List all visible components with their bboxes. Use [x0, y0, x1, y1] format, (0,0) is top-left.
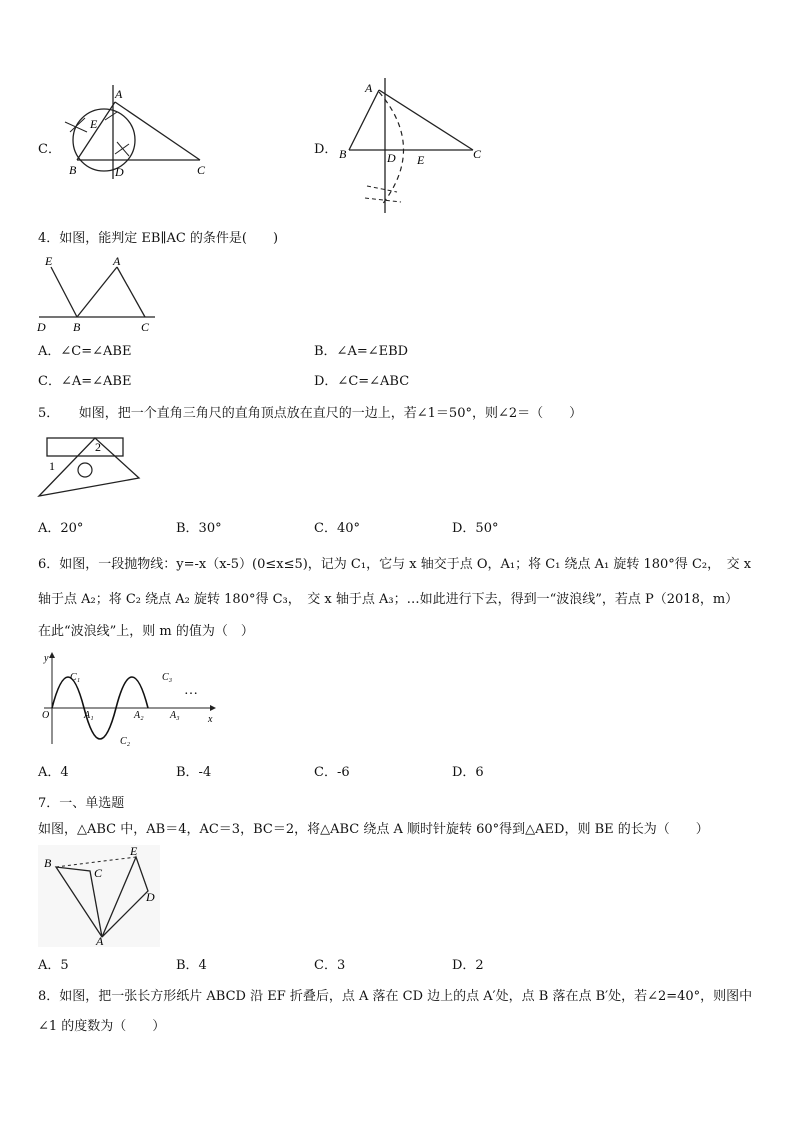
q6-label-a1: A₁: [84, 710, 94, 721]
q5-option-a[interactable]: A．20°: [38, 521, 84, 536]
q3d-label-c: C: [473, 147, 482, 161]
q5-angle-1: 1: [49, 459, 55, 473]
q7-heading: 7．一、单选题: [38, 796, 125, 811]
q6-label-c2: C₂: [120, 736, 131, 747]
q6-label-c3: C₃: [162, 672, 173, 683]
q6-stem-line1: 6．如图，一段抛物线：y=-x（x-5）(0≤x≤5)，记为 C₁，它与 x 轴交于点 O，A₁；将 C₁ 绕点 A₁ 旋转 180°得 C₂， 交 x: [38, 557, 752, 572]
q3c-label-a: A: [115, 87, 123, 101]
q7-label-b: B: [44, 856, 52, 870]
q3d-label-d: D: [387, 151, 396, 165]
q4-option-a[interactable]: A．∠C=∠ABE: [38, 344, 132, 359]
q7-option-b[interactable]: B．4: [176, 958, 207, 973]
q6-stem-line2: 轴于点 A₂；将 C₂ 绕点 A₂ 旋转 180°得 C₃， 交 x 轴于点 A₃；…如此进行下去，得到一“波浪线”，若点 P（2018，m）: [38, 592, 739, 607]
q6-option-d[interactable]: D．6: [452, 765, 484, 780]
q6-label-a2: A₂: [134, 710, 144, 721]
q6-stem-line3: 在此“波浪线”上，则 m 的值为（ ）: [38, 624, 254, 639]
q6-label-y: y: [44, 653, 49, 664]
q7-stem: 如图，△ABC 中，AB＝4，AC＝3，BC＝2，将△ABC 绕点 A 顺时针旋转 60°得到△AED，则 BE 的长为（ ）: [38, 822, 709, 837]
q6-option-c[interactable]: C．-6: [314, 765, 350, 780]
q4-option-b[interactable]: B．∠A=∠EBD: [314, 344, 409, 359]
q6-label-x: x: [208, 714, 213, 725]
q3-figure-c: [55, 82, 215, 182]
q6-label-c1: C₁: [70, 672, 81, 683]
q7-option-c[interactable]: C．3: [314, 958, 346, 973]
q3-option-d-label: D．: [314, 142, 338, 157]
q7-label-a: A: [96, 934, 104, 947]
q5-option-b[interactable]: B．30°: [176, 521, 222, 536]
q3-figure-d: [335, 78, 495, 218]
q6-option-b[interactable]: B．-4: [176, 765, 212, 780]
q3c-label-b: B: [69, 163, 77, 177]
q3c-label-c: C: [197, 163, 206, 177]
q4-label-e: E: [45, 254, 53, 268]
q7-option-d[interactable]: D．2: [452, 958, 484, 973]
q7-figure: [38, 845, 160, 947]
q7-label-e: E: [130, 845, 138, 858]
q5-stem: 5． 如图，把一个直角三角尺的直角顶点放在直尺的一边上，若∠1＝50°，则∠2＝（ ）: [38, 406, 583, 421]
q4-label-d: D: [37, 320, 46, 334]
q8-stem-line1: 8．如图，把一张长方形纸片 ABCD 沿 EF 折叠后，点 A 落在 CD 边上的点 A′处，点 B 落在点 B′处，若∠2=40°，则图中: [38, 989, 753, 1004]
q6-label-dots: …: [184, 683, 198, 698]
q3c-label-d: D: [115, 165, 124, 179]
q3c-label-e: E: [90, 117, 98, 131]
q7-option-a[interactable]: A．5: [38, 958, 69, 973]
q5-figure: [35, 434, 145, 502]
q4-stem: 4．如图，能判定 EB∥AC 的条件是( ): [38, 231, 279, 246]
q6-figure: [38, 650, 218, 750]
q3d-label-e: E: [417, 153, 425, 167]
q5-option-c[interactable]: C．40°: [314, 521, 360, 536]
q7-label-d: D: [146, 890, 155, 904]
q5-angle-2: 2: [95, 440, 101, 454]
q4-option-d[interactable]: D．∠C=∠ABC: [314, 374, 410, 389]
q4-label-b: B: [73, 320, 81, 334]
q7-label-c: C: [94, 866, 103, 880]
q6-label-a3: A₃: [170, 710, 180, 721]
q3d-label-b: B: [339, 147, 347, 161]
q3d-label-a: A: [365, 81, 373, 95]
q6-option-a[interactable]: A．4: [38, 765, 69, 780]
q4-label-a: A: [113, 254, 121, 268]
q6-label-o: O: [42, 710, 50, 721]
q8-stem-line2: ∠1 的度数为（ ）: [38, 1019, 166, 1034]
q3-option-c-label: C．: [38, 142, 61, 157]
q4-option-c[interactable]: C．∠A=∠ABE: [38, 374, 132, 389]
q4-label-c: C: [141, 320, 150, 334]
q5-option-d[interactable]: D．50°: [452, 521, 499, 536]
q4-figure: [35, 253, 160, 335]
